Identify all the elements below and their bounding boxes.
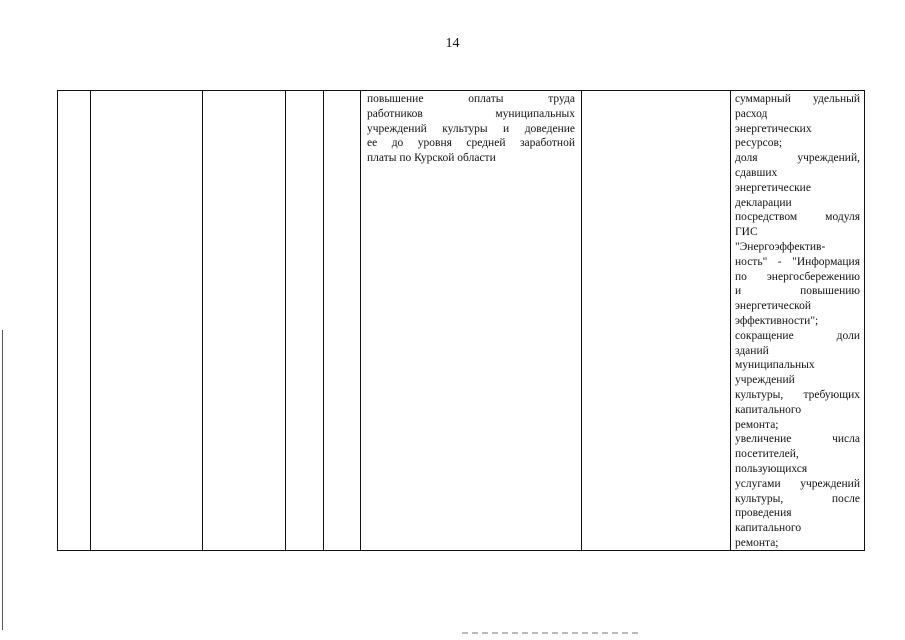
cell-line: по энергосбережению [735, 270, 860, 283]
cell-line: проведения [735, 507, 792, 520]
cell-line: работников муниципальных [367, 107, 575, 120]
cell-line: капитального [735, 403, 802, 416]
cell-line: сдавших [735, 166, 778, 179]
scan-artifact [462, 632, 640, 634]
cell-line: суммарный удельный [735, 93, 860, 105]
cell-line: энергетических [735, 122, 812, 135]
cell-line: эффективности"; [735, 314, 819, 327]
cell-salary-goal [367, 92, 575, 166]
cell-line: ремонта; [735, 536, 779, 549]
column-divider-2 [202, 91, 203, 550]
cell-line: посетителей, [735, 448, 799, 461]
cell-line: учреждений культуры и доведение [367, 122, 575, 135]
cell-line: "Энергоэффектив- [735, 240, 826, 253]
cell-line: сокращение доли [735, 329, 860, 342]
cell-line: и повышению [735, 285, 860, 298]
cell-line: увеличение числа [735, 433, 860, 446]
scan-edge-line [2, 330, 3, 630]
cell-line: культуры, после [735, 492, 860, 505]
cell-line: повышение оплаты труда [367, 93, 575, 105]
cell-line: услугами учреждений [735, 477, 860, 490]
column-divider-1 [90, 91, 91, 550]
cell-line: посредством модуля [735, 211, 860, 224]
cell-line: капитального [735, 522, 802, 535]
cell-indicators [735, 92, 860, 551]
cell-line: зданий [735, 344, 769, 357]
cell-line: доля учреждений, [735, 152, 860, 165]
cell-line: ГИС [735, 226, 758, 239]
column-divider-3 [285, 91, 286, 550]
cell-line: платы по Курской области [367, 152, 496, 165]
cell-line: ее до уровня средней заработной [367, 137, 575, 150]
cell-line: ресурсов; [735, 137, 783, 150]
cell-line: пользующихся [735, 462, 808, 475]
column-divider-4 [323, 91, 324, 550]
cell-line: муниципальных [735, 359, 815, 372]
cell-line: декларации [735, 196, 792, 209]
column-divider-5 [360, 91, 361, 550]
column-divider-7 [730, 91, 731, 550]
cell-line: культуры, требующих [735, 388, 860, 401]
cell-line: учреждений [735, 374, 795, 387]
column-divider-6 [581, 91, 582, 550]
cell-line: расход [735, 107, 768, 120]
cell-line: энергетической [735, 300, 811, 313]
document-table [57, 90, 865, 551]
cell-line: ность" - "Информация [735, 255, 860, 268]
cell-line: энергетические [735, 181, 811, 194]
cell-line: ремонта; [735, 418, 779, 431]
page-number: 14 [445, 36, 460, 51]
